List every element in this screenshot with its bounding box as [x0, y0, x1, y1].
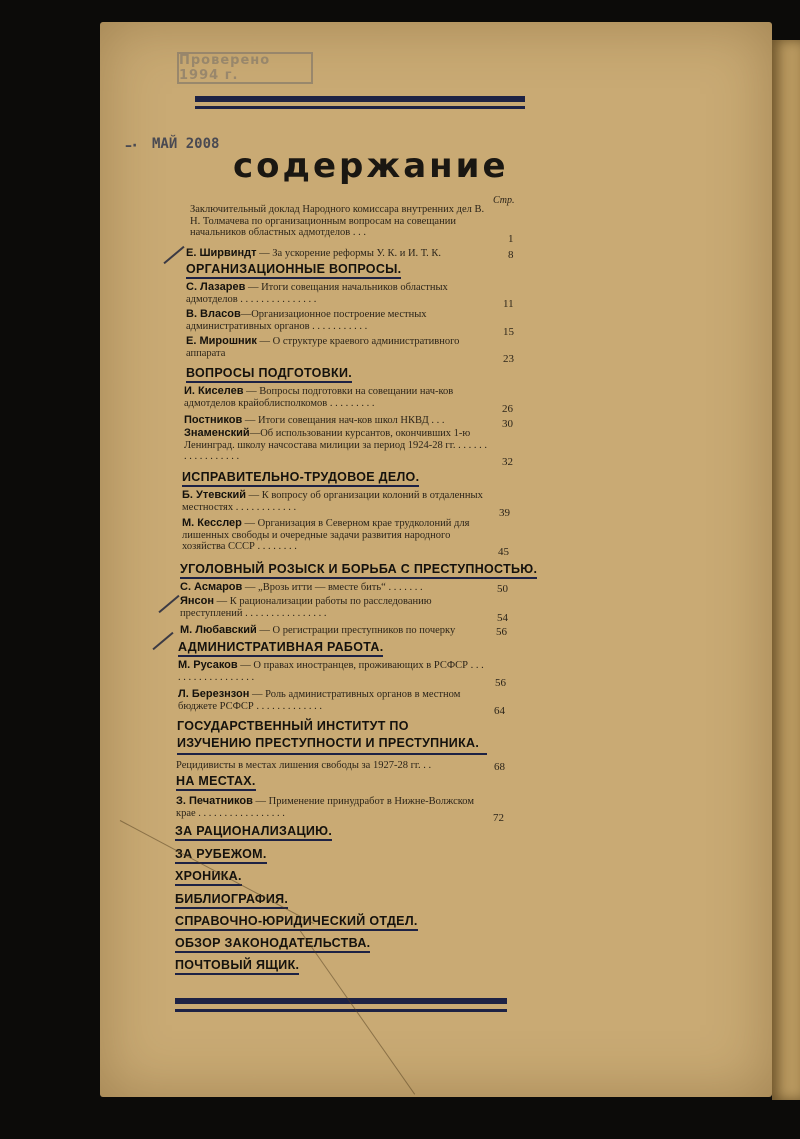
- page-column-label: Стр.: [493, 195, 515, 206]
- section-heading: ВОПРОСЫ ПОДГОТОВКИ.: [186, 366, 352, 383]
- toc-entry: Б. Утевский — К вопросу об организации колоний в отдаленных местностях . . . . . . . . . . . .: [182, 489, 483, 513]
- toc-page-number: 8: [508, 249, 514, 261]
- pencil-mark: –·: [125, 138, 138, 154]
- toc-page-number: 15: [503, 326, 514, 338]
- toc-page-number: 72: [493, 812, 504, 824]
- archive-stamp: Проверено 1994 г.: [177, 52, 313, 84]
- toc-entry: М. Кесслер — Организация в Северном крае трудколоний для лишенных свободы и очередные задачи развития народного хозяйства СССР . . . . . . . .: [182, 517, 470, 552]
- bottom-rule-thin: [175, 1009, 507, 1012]
- toc-page-number: 68: [494, 761, 505, 773]
- toc-page-number: 39: [499, 507, 510, 519]
- toc-entry: Знаменский—Об использовании курсантов, окончивших 1-ю Ленинград. школу начсостава милиции за период 1924-28 гг. . . . . . . . . . . . . . . . . .: [184, 427, 487, 462]
- section-heading: ГОСУДАРСТВЕННЫЙ ИНСТИТУТ ПО ИЗУЧЕНИЮ ПРЕСТУПНОСТИ И ПРЕСТУПНИКА.: [177, 718, 487, 755]
- toc-entry: М. Русаков — О правах иностранцев, проживающих в РСФСР . . . . . . . . . . . . . . . . . .: [178, 659, 484, 683]
- section-heading: ЗА РАЦИОНАЛИЗАЦИЮ.: [175, 824, 332, 841]
- toc-page-number: 11: [503, 298, 514, 310]
- toc-entry: Янсон — К рационализации работы по расследованию преступлений . . . . . . . . . . . . . . . .: [180, 595, 432, 619]
- toc-entry: Заключительный доклад Народного комиссара внутренних дел В. Н. Толмачева по организационным вопросам на совещании начальников областных адмотделов . . .: [190, 204, 485, 238]
- toc-entry: С. Асмаров — „Врозь итти — вместе бить“ . . . . . . .: [180, 581, 423, 593]
- section-heading: ХРОНИКА.: [175, 869, 242, 886]
- section-heading: ИСПРАВИТЕЛЬНО-ТРУДОВОЕ ДЕЛО.: [182, 470, 419, 487]
- section-heading: НА МЕСТАХ.: [176, 774, 256, 791]
- toc-entry: Рецидивисты в местах лишения свободы за 1927-28 гг. . .: [176, 760, 432, 771]
- section-heading: ПОЧТОВЫЙ ЯЩИК.: [175, 958, 299, 975]
- section-heading: УГОЛОВНЫЙ РОЗЫСК И БОРЬБА С ПРЕСТУПНОСТЬЮ.: [180, 562, 537, 579]
- section-heading: БИБЛИОГРАФИЯ.: [175, 892, 288, 909]
- page-title: содержание: [233, 146, 509, 186]
- toc-page-number: 50: [497, 583, 508, 595]
- toc-page-number: 1: [508, 233, 514, 245]
- handwritten-date: МАЙ 2008: [152, 136, 220, 152]
- toc-page-number: 26: [502, 403, 513, 415]
- toc-entry: Е. Ширвиндт — За ускорение реформы У. К. и И. Т. К.: [186, 247, 442, 259]
- toc-page-number: 56: [496, 626, 507, 638]
- section-heading: ЗА РУБЕЖОМ.: [175, 847, 267, 864]
- toc-entry: Е. Мирошник — О структуре краевого административного аппарата: [186, 335, 460, 359]
- next-page-edge: [772, 40, 800, 1100]
- toc-page-number: 32: [502, 456, 513, 468]
- toc-page-number: 56: [495, 677, 506, 689]
- toc-entry: М. Любавский — О регистрации преступников по почерку: [180, 624, 456, 636]
- bottom-rule-thick: [175, 998, 507, 1004]
- toc-page-number: 30: [502, 418, 513, 430]
- section-heading: АДМИНИСТРАТИВНАЯ РАБОТА.: [178, 640, 383, 657]
- section-heading: ОБЗОР ЗАКОНОДАТЕЛЬСТВА.: [175, 936, 370, 953]
- section-heading: СПРАВОЧНО-ЮРИДИЧЕСКИЙ ОТДЕЛ.: [175, 914, 418, 931]
- toc-page-number: 45: [498, 546, 509, 558]
- top-rule-thick: [195, 96, 525, 102]
- toc-page-number: 23: [503, 353, 514, 365]
- top-rule-thin: [195, 106, 525, 109]
- toc-page-number: 54: [497, 612, 508, 624]
- toc-entry: В. Власов—Организационное построение местных административных органов . . . . . . . . . . .: [186, 308, 427, 332]
- toc-entry: З. Печатников — Применение принудработ в Нижне-Волжском крае . . . . . . . . . . . . . . . . .: [176, 795, 474, 819]
- toc-entry: Л. Березнзон — Роль административных органов в местном бюджете РСФСР . . . . . . . . . . . . .: [178, 688, 461, 712]
- toc-page-number: 64: [494, 705, 505, 717]
- toc-entry: И. Киселев — Вопросы подготовки на совещании нач-ков адмотделов крайоблисполкомов . . . . . . . . .: [184, 385, 454, 409]
- section-heading: ОРГАНИЗАЦИОННЫЕ ВОПРОСЫ.: [186, 262, 401, 279]
- toc-entry: С. Лазарев — Итоги совещания начальников областных адмотделов . . . . . . . . . . . . . . .: [186, 281, 448, 305]
- toc-entry: Постников — Итоги совещания нач-ков школ НКВД . . .: [184, 414, 445, 426]
